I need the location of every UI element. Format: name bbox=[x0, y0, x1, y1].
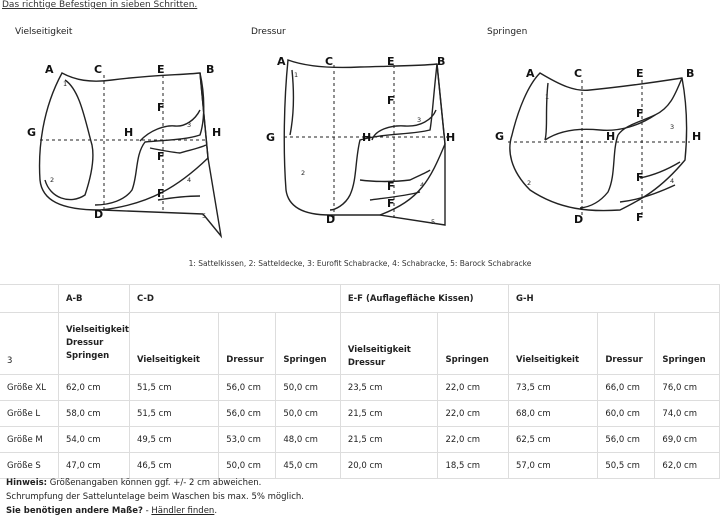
subheader-e-f-springen: Springen bbox=[438, 313, 509, 375]
label-e-3: E bbox=[636, 67, 644, 80]
cell-c-d-springen: 50,0 cm bbox=[276, 401, 341, 427]
cell-c-d-vielseitigkeit: 51,5 cm bbox=[129, 375, 218, 401]
label-f-2c: F bbox=[387, 197, 395, 210]
subheader-a-b bbox=[58, 313, 129, 375]
label-h-1a: H bbox=[124, 126, 134, 139]
num-2-1: 2 bbox=[50, 176, 55, 184]
label-f-2b: F bbox=[387, 180, 395, 193]
cell-g-h-vielseitigkeit: 68,0 cm bbox=[509, 401, 598, 427]
label-a-3: A bbox=[526, 67, 535, 80]
diagram-title-vielseitigkeit: Vielseitigkeit bbox=[15, 27, 73, 37]
footnote bbox=[6, 476, 304, 518]
subheader-a-b-dressur: Dressur bbox=[65, 338, 104, 348]
subheader-e-f-vielseitigkeit-dressur bbox=[340, 313, 438, 375]
cell-a-b: 54,0 cm bbox=[58, 427, 129, 453]
cell-e-f-springen: 22,0 cm bbox=[438, 375, 509, 401]
label-d-2: D bbox=[326, 213, 336, 226]
diagram-vielseitigkeit bbox=[40, 73, 221, 236]
cell-c-d-vielseitigkeit: 46,5 cm bbox=[129, 453, 218, 479]
corner-number: 3 bbox=[0, 313, 58, 375]
label-d-3: D bbox=[574, 213, 584, 226]
size-label: Größe L bbox=[0, 401, 58, 427]
label-f-3b: F bbox=[636, 171, 644, 184]
subheader-a-b-springen: Springen bbox=[65, 351, 110, 361]
label-f-1a: F bbox=[157, 101, 165, 114]
table-row bbox=[0, 453, 720, 479]
label-c-3: C bbox=[574, 67, 583, 80]
hint-text: Größenangaben können ggf. +/- 2 cm abweichen. bbox=[47, 478, 262, 488]
label-b-2: B bbox=[437, 55, 446, 68]
corner-empty bbox=[0, 285, 58, 313]
label-d-1: D bbox=[94, 208, 104, 221]
num-4-3: 4 bbox=[670, 177, 675, 185]
cell-g-h-springen: 69,0 cm bbox=[655, 427, 720, 453]
label-f-1b: F bbox=[157, 150, 165, 163]
cell-c-d-springen: 45,0 cm bbox=[276, 453, 341, 479]
find-dealer-link[interactable]: Händler finden bbox=[151, 506, 215, 516]
subheader-g-h-vielseitigkeit: Vielseitigkeit bbox=[509, 313, 598, 375]
cell-a-b: 47,0 cm bbox=[58, 453, 129, 479]
label-g-3: G bbox=[495, 130, 505, 143]
dealer-line bbox=[6, 504, 304, 518]
label-b-1: B bbox=[206, 63, 215, 76]
cell-g-h-vielseitigkeit: 57,0 cm bbox=[509, 453, 598, 479]
num-4-1: 4 bbox=[187, 176, 192, 184]
num-3-3: 3 bbox=[670, 123, 675, 131]
subheader-c-d-vielseitigkeit: Vielseitigkeit bbox=[129, 313, 218, 375]
size-label: Größe M bbox=[0, 427, 58, 453]
size-label: Größe XL bbox=[0, 375, 58, 401]
num-3-1: 3 bbox=[187, 121, 192, 129]
label-h-2a: H bbox=[362, 131, 372, 144]
subheader-c-d-springen: Springen bbox=[276, 313, 341, 375]
hint-line bbox=[6, 476, 304, 490]
label-h-3a: H bbox=[606, 130, 616, 143]
cell-e-f-springen: 22,0 cm bbox=[438, 427, 509, 453]
label-e-2: E bbox=[387, 55, 395, 68]
subheader-a-b-vielseitigkeit: Vielseitigkeit bbox=[65, 325, 129, 335]
period: . bbox=[214, 506, 218, 516]
cell-g-h-dressur: 50,5 cm bbox=[598, 453, 655, 479]
cell-e-f-vielseitigkeit-dressur: 21,5 cm bbox=[340, 427, 438, 453]
label-h-2b: H bbox=[446, 131, 456, 144]
diagram-springen bbox=[508, 73, 690, 215]
cell-g-h-vielseitigkeit: 62,5 cm bbox=[509, 427, 598, 453]
cell-e-f-vielseitigkeit-dressur: 20,0 cm bbox=[340, 453, 438, 479]
num-1-1: 1 bbox=[63, 80, 68, 88]
seven-steps-link[interactable]: Das richtige Befestigen in sieben Schritten. bbox=[2, 0, 198, 10]
label-f-2a: F bbox=[387, 94, 395, 107]
cell-c-d-springen: 50,0 cm bbox=[276, 375, 341, 401]
label-c-2: C bbox=[325, 55, 334, 68]
label-f-1c: F bbox=[157, 187, 165, 200]
cell-c-d-dressur: 50,0 cm bbox=[219, 453, 276, 479]
cell-e-f-springen: 18,5 cm bbox=[438, 453, 509, 479]
size-label: Größe S bbox=[0, 453, 58, 479]
label-a-2: A bbox=[277, 55, 286, 68]
subheader-g-h-springen: Springen bbox=[655, 313, 720, 375]
header-g-h: G-H bbox=[509, 285, 720, 313]
dash: - bbox=[142, 506, 152, 516]
label-f-3c: F bbox=[636, 211, 644, 224]
cell-e-f-vielseitigkeit-dressur: 23,5 cm bbox=[340, 375, 438, 401]
table-row bbox=[0, 401, 720, 427]
num-2-3: 2 bbox=[527, 179, 532, 187]
label-c-1: C bbox=[94, 63, 103, 76]
cell-c-d-dressur: 53,0 cm bbox=[219, 427, 276, 453]
cell-g-h-dressur: 66,0 cm bbox=[598, 375, 655, 401]
saddle-pad-diagrams bbox=[0, 40, 720, 255]
cell-g-h-dressur: 56,0 cm bbox=[598, 427, 655, 453]
label-h-1b: H bbox=[212, 126, 222, 139]
num-3-2: 3 bbox=[417, 116, 422, 124]
table-row bbox=[0, 375, 720, 401]
cell-e-f-springen: 22,0 cm bbox=[438, 401, 509, 427]
num-2-2: 2 bbox=[301, 169, 306, 177]
cell-g-h-vielseitigkeit: 73,5 cm bbox=[509, 375, 598, 401]
cell-g-h-dressur: 60,0 cm bbox=[598, 401, 655, 427]
label-g-2: G bbox=[266, 131, 276, 144]
num-4-2: 4 bbox=[420, 181, 425, 189]
header-a-b: A-B bbox=[58, 285, 129, 313]
other-sizes-label: Sie benötigen andere Maße? bbox=[6, 506, 143, 516]
subheader-e-f-dressur: Dressur bbox=[347, 358, 386, 368]
subheader-g-h-dressur: Dressur bbox=[598, 313, 655, 375]
num-1-2: 1 bbox=[294, 71, 299, 79]
label-h-3b: H bbox=[692, 130, 702, 143]
hint-label: Hinweis: bbox=[6, 478, 48, 488]
cell-c-d-dressur: 56,0 cm bbox=[219, 375, 276, 401]
label-g-1: G bbox=[27, 126, 37, 139]
cell-c-d-dressur: 56,0 cm bbox=[219, 401, 276, 427]
label-a-1: A bbox=[45, 63, 54, 76]
cell-a-b: 58,0 cm bbox=[58, 401, 129, 427]
cell-c-d-vielseitigkeit: 49,5 cm bbox=[129, 427, 218, 453]
subheader-e-f-vielseitigkeit: Vielseitigkeit bbox=[347, 345, 411, 355]
header-e-f: E-F (Auflagefläche Kissen) bbox=[340, 285, 508, 313]
cell-a-b: 62,0 cm bbox=[58, 375, 129, 401]
cell-c-d-springen: 48,0 cm bbox=[276, 427, 341, 453]
diagram-title-dressur: Dressur bbox=[251, 27, 286, 37]
num-5-2: 5 bbox=[431, 218, 436, 226]
label-f-3a: F bbox=[636, 107, 644, 120]
cell-e-f-vielseitigkeit-dressur: 21,5 cm bbox=[340, 401, 438, 427]
diagram-title-springen: Springen bbox=[487, 27, 528, 37]
cell-g-h-springen: 76,0 cm bbox=[655, 375, 720, 401]
cell-g-h-springen: 62,0 cm bbox=[655, 453, 720, 479]
diagram-legend: 1: Sattelkissen, 2: Satteldecke, 3: Eurofit Schabracke, 4: Schabracke, 5: Barock Schabracke bbox=[188, 259, 532, 268]
num-5-1: 5 bbox=[202, 212, 207, 220]
label-e-1: E bbox=[157, 63, 165, 76]
header-c-d: C-D bbox=[129, 285, 340, 313]
shrink-note: Schrumpfung der Satteluntelage beim Waschen bis max. 5% möglich. bbox=[6, 492, 304, 502]
cell-g-h-springen: 74,0 cm bbox=[655, 401, 720, 427]
label-b-3: B bbox=[686, 67, 695, 80]
size-table bbox=[0, 284, 720, 479]
num-1-3: 1 bbox=[545, 93, 550, 101]
subheader-c-d-dressur: Dressur bbox=[219, 313, 276, 375]
table-row bbox=[0, 427, 720, 453]
cell-c-d-vielseitigkeit: 51,5 cm bbox=[129, 401, 218, 427]
